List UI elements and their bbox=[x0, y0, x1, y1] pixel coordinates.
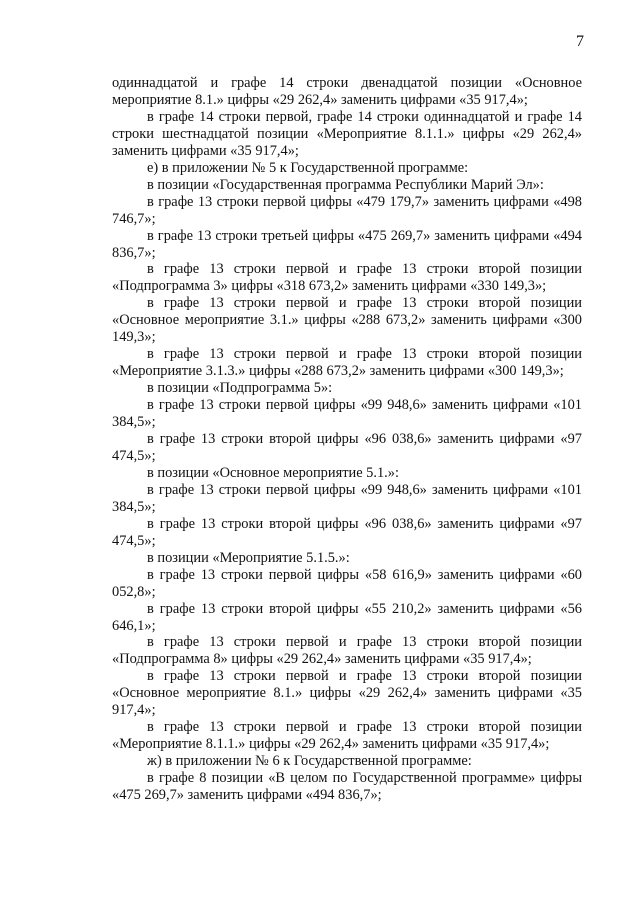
paragraph-position-heading: в позиции «Основное мероприятие 5.1.»: bbox=[147, 464, 399, 481]
paragraph-position-heading: в позиции «Подпрограмма 5»: bbox=[147, 380, 333, 397]
paragraph: в графе 14 строки первой, графе 14 строки одиннадцатой и графе 14 строки шестнадцатой позиции «Мероприятие 8.1.1.» цифры «29 262,4» заменить цифрами «35 917,4»; bbox=[112, 108, 582, 159]
paragraph-position-heading: в позиции «Мероприятие 5.1.5.»: bbox=[147, 549, 350, 566]
paragraph: в графе 13 строки первой цифры «99 948,6» заменить цифрами «101 384,5»; bbox=[112, 397, 582, 431]
document-body bbox=[112, 75, 582, 804]
paragraph: в графе 13 строки первой цифры «58 616,9» заменить цифрами «60 052,8»; bbox=[112, 566, 582, 600]
paragraph-position-heading: в позиции «Государственная программа Республики Марий Эл»: bbox=[147, 176, 544, 193]
paragraph: в графе 13 строки третьей цифры «475 269,7» заменить цифрами «494 836,7»; bbox=[112, 227, 582, 261]
paragraph: в графе 13 строки второй цифры «55 210,2» заменить цифрами «56 646,1»; bbox=[112, 600, 582, 634]
paragraph: в графе 13 строки второй цифры «96 038,6» заменить цифрами «97 474,5»; bbox=[112, 515, 582, 549]
paragraph: в графе 13 строки второй цифры «96 038,6» заменить цифрами «97 474,5»; bbox=[112, 431, 582, 464]
paragraph-section-heading: е) в приложении № 5 к Государственной программе: bbox=[147, 159, 469, 176]
paragraph: в графе 13 строки первой и графе 13 строки второй позиции «Основное мероприятие 8.1.» цифры «29 262,4» заменить цифрами «35 917,4»; bbox=[112, 668, 582, 719]
paragraph: в графе 13 строки первой и графе 13 строки второй позиции «Подпрограмма 3» цифры «318 673,2» заменить цифрами «330 149,3»; bbox=[112, 261, 582, 295]
paragraph: в графе 13 строки первой цифры «479 179,7» заменить цифрами «498 746,7»; bbox=[112, 193, 582, 227]
paragraph: в графе 13 строки первой и графе 13 строки второй позиции «Мероприятие 8.1.1.» цифры «29 262,4» заменить цифрами «35 917,4»; bbox=[112, 719, 582, 753]
paragraph-section-heading: ж) в приложении № 6 к Государственной программе: bbox=[147, 753, 472, 770]
paragraph: в графе 8 позиции «В целом по Государственной программе» цифры «475 269,7» заменить цифрами «494 836,7»; bbox=[112, 770, 582, 804]
paragraph: в графе 13 строки первой и графе 13 строки второй позиции «Мероприятие 3.1.3.» цифры «288 673,2» заменить цифрами «300 149,3»; bbox=[112, 346, 582, 380]
paragraph: в графе 13 строки первой и графе 13 строки второй позиции «Основное мероприятие 3.1.» цифры «288 673,2» заменить цифрами «300 149,3»; bbox=[112, 295, 582, 346]
page-number: 7 bbox=[576, 33, 584, 50]
paragraph: в графе 13 строки первой цифры «99 948,6» заменить цифрами «101 384,5»; bbox=[112, 481, 582, 515]
paragraph: в графе 13 строки первой и графе 13 строки второй позиции «Подпрограмма 8» цифры «29 262,4» заменить цифрами «35 917,4»; bbox=[112, 634, 582, 668]
paragraph-continuation: одиннадцатой и графе 14 строки двенадцатой позиции «Основное мероприятие 8.1.» цифры «29 262,4» заменить цифрами «35 917,4»; bbox=[112, 75, 582, 108]
